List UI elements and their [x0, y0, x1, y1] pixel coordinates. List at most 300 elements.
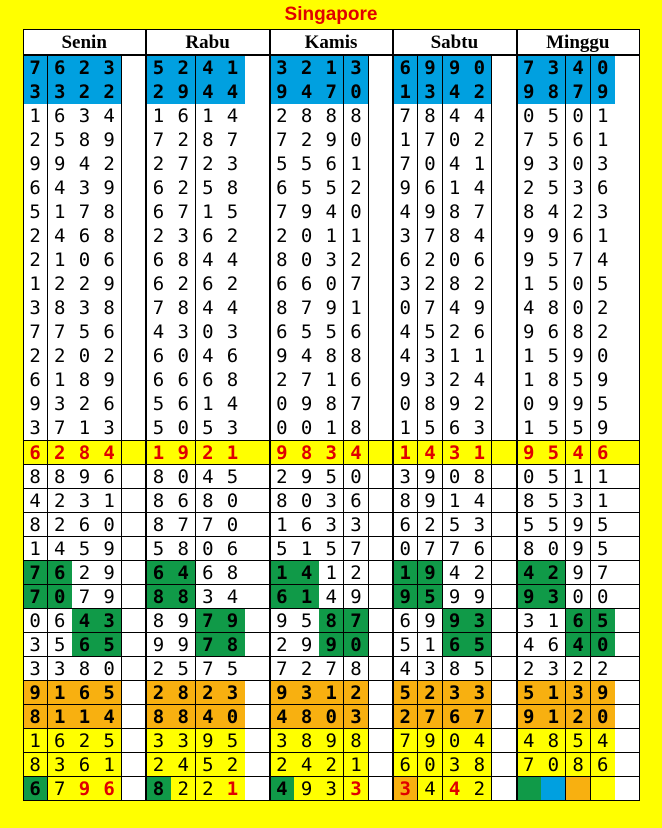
digit-cell: 8 — [541, 80, 566, 105]
digit-cell: 9 — [393, 368, 418, 393]
digit-cell: 2 — [517, 657, 542, 682]
digit-cell: 7 — [467, 705, 492, 730]
digit-cell: 7 — [146, 296, 171, 321]
digit-cell: 9 — [48, 152, 73, 177]
spacer-cell — [245, 609, 270, 634]
digit-cell: 0 — [517, 104, 542, 129]
spacer-cell — [369, 296, 394, 321]
digit-cell: 7 — [344, 537, 369, 562]
digit-cell: 2 — [418, 513, 443, 538]
digit-cell: 7 — [591, 561, 616, 586]
digit-cell: 8 — [541, 296, 566, 321]
digit-cell: 0 — [344, 200, 369, 225]
digit-cell: 2 — [270, 465, 295, 490]
digit-cell: 6 — [72, 681, 97, 706]
digit-cell: 4 — [467, 104, 492, 129]
digit-cell: 8 — [517, 200, 542, 225]
digit-cell: 5 — [146, 416, 171, 441]
digit-cell: 0 — [541, 753, 566, 778]
digit-cell: 1 — [294, 585, 319, 610]
spacer-cell — [615, 489, 640, 514]
digit-cell: 9 — [566, 561, 591, 586]
digit-cell: 6 — [48, 561, 73, 586]
spacer-cell — [245, 681, 270, 706]
digit-cell: 9 — [517, 152, 542, 177]
digit-cell: 2 — [467, 80, 492, 105]
digit-cell: 1 — [72, 416, 97, 441]
digit-cell: 0 — [294, 224, 319, 249]
digit-cell: 0 — [443, 248, 468, 273]
digit-cell: 2 — [23, 248, 48, 273]
digit-cell: 1 — [517, 416, 542, 441]
day-header-rabu: Rabu — [146, 29, 269, 56]
digit-cell: 9 — [443, 585, 468, 610]
digit-cell: 2 — [319, 753, 344, 778]
digit-cell: 8 — [146, 489, 171, 514]
digit-cell: 9 — [541, 224, 566, 249]
spacer-cell — [492, 224, 517, 249]
digit-cell: 3 — [319, 777, 344, 802]
digit-cell: 5 — [591, 272, 616, 297]
digit-cell: 2 — [146, 224, 171, 249]
digit-cell: 8 — [344, 729, 369, 754]
digit-cell: 8 — [171, 585, 196, 610]
digit-cell: 2 — [146, 152, 171, 177]
spacer-cell — [369, 80, 394, 105]
spacer-cell — [615, 513, 640, 538]
digit-cell: 2 — [146, 80, 171, 105]
digit-cell: 7 — [443, 537, 468, 562]
digit-cell: 8 — [443, 200, 468, 225]
digit-cell: 3 — [97, 416, 122, 441]
digit-cell: 4 — [171, 753, 196, 778]
spacer-cell — [492, 80, 517, 105]
digit-cell: 5 — [48, 128, 73, 153]
digit-cell: 6 — [393, 248, 418, 273]
digit-cell: 1 — [541, 705, 566, 730]
digit-cell: 1 — [393, 561, 418, 586]
digit-cell: 1 — [393, 80, 418, 105]
digit-cell: 4 — [443, 80, 468, 105]
digit-cell: 8 — [48, 296, 73, 321]
digit-cell: 6 — [270, 585, 295, 610]
digit-cell: 5 — [220, 657, 245, 682]
digit-cell: 4 — [48, 176, 73, 201]
digit-cell: 8 — [23, 705, 48, 730]
digit-cell: 2 — [72, 80, 97, 105]
spacer-cell — [122, 392, 147, 417]
digit-cell: 3 — [344, 56, 369, 81]
digit-cell: 4 — [294, 753, 319, 778]
spacer-cell — [245, 416, 270, 441]
spacer-cell — [492, 585, 517, 610]
digit-cell: 2 — [443, 368, 468, 393]
spacer-cell — [369, 200, 394, 225]
digit-cell: 2 — [48, 489, 73, 514]
digit-cell: 0 — [220, 705, 245, 730]
spacer-cell — [369, 513, 394, 538]
digit-cell: 7 — [344, 272, 369, 297]
digit-cell: 2 — [220, 753, 245, 778]
digit-cell: 8 — [319, 392, 344, 417]
digit-cell: 8 — [146, 585, 171, 610]
digit-cell: 8 — [443, 657, 468, 682]
digit-cell: 1 — [23, 272, 48, 297]
digit-cell: 3 — [467, 513, 492, 538]
spacer-cell — [245, 753, 270, 778]
digit-cell: 4 — [72, 152, 97, 177]
spacer-cell — [615, 368, 640, 393]
digit-cell: 0 — [418, 152, 443, 177]
digit-cell: 5 — [270, 152, 295, 177]
digit-cell: 4 — [270, 777, 295, 802]
digit-cell: 6 — [97, 392, 122, 417]
digit-cell: 2 — [146, 753, 171, 778]
digit-cell: 0 — [591, 344, 616, 369]
spacer-cell — [615, 729, 640, 754]
spacer-cell — [369, 56, 394, 81]
digit-cell: 5 — [566, 729, 591, 754]
digit-cell: 4 — [294, 344, 319, 369]
digit-cell: 6 — [146, 272, 171, 297]
digit-cell: 5 — [418, 585, 443, 610]
digit-cell: 7 — [319, 80, 344, 105]
digit-cell: 9 — [566, 392, 591, 417]
digit-cell: 1 — [393, 128, 418, 153]
digit-cell: 1 — [48, 705, 73, 730]
spacer-cell — [492, 128, 517, 153]
spacer-cell — [615, 657, 640, 682]
digit-cell: 2 — [418, 681, 443, 706]
digit-cell: 9 — [418, 561, 443, 586]
digit-cell: 9 — [270, 681, 295, 706]
digit-cell: 5 — [48, 633, 73, 658]
spacer-cell — [369, 489, 394, 514]
digit-cell: 9 — [566, 537, 591, 562]
digit-cell: 7 — [48, 777, 73, 802]
digit-cell: 1 — [319, 681, 344, 706]
group-divider — [516, 29, 518, 801]
digit-cell: 7 — [196, 657, 221, 682]
spacer-cell — [615, 80, 640, 105]
spacer-cell — [492, 441, 517, 466]
digit-cell: 5 — [591, 392, 616, 417]
digit-cell: 2 — [467, 128, 492, 153]
spacer-cell — [615, 320, 640, 345]
digit-cell: 2 — [72, 729, 97, 754]
digit-cell: 6 — [171, 392, 196, 417]
digit-cell: 9 — [97, 561, 122, 586]
digit-cell: 8 — [146, 513, 171, 538]
spacer-cell — [492, 729, 517, 754]
digit-cell: 9 — [97, 176, 122, 201]
digit-cell: 9 — [517, 320, 542, 345]
digit-cell: 8 — [146, 705, 171, 730]
digit-cell: 9 — [171, 80, 196, 105]
spacer-cell — [369, 681, 394, 706]
digit-cell: 4 — [443, 777, 468, 802]
digit-cell: 8 — [344, 657, 369, 682]
digit-cell: 9 — [270, 609, 295, 634]
digit-cell: 3 — [171, 224, 196, 249]
digit-cell: 6 — [467, 248, 492, 273]
spacer-cell — [245, 296, 270, 321]
digit-cell: 8 — [97, 224, 122, 249]
digit-cell: 3 — [467, 416, 492, 441]
digit-cell: 8 — [146, 465, 171, 490]
digit-cell: 8 — [23, 513, 48, 538]
digit-cell: 0 — [319, 272, 344, 297]
digit-cell: 1 — [196, 104, 221, 129]
digit-cell: 2 — [196, 777, 221, 802]
digit-cell: 1 — [319, 224, 344, 249]
digit-cell: 1 — [591, 489, 616, 514]
spacer-cell — [245, 657, 270, 682]
digit-cell: 5 — [294, 609, 319, 634]
spacer-cell — [492, 248, 517, 273]
spacer-cell — [122, 152, 147, 177]
digit-cell: 7 — [418, 705, 443, 730]
digit-cell: 3 — [517, 609, 542, 634]
digit-cell: 3 — [48, 392, 73, 417]
spacer-cell — [492, 320, 517, 345]
digit-cell: 2 — [196, 152, 221, 177]
digit-cell: 6 — [146, 248, 171, 273]
digit-cell: 4 — [344, 441, 369, 466]
digit-cell: 5 — [393, 633, 418, 658]
digit-cell: 3 — [220, 152, 245, 177]
digit-cell: 2 — [220, 272, 245, 297]
digit-cell: 3 — [23, 296, 48, 321]
spacer-cell — [245, 705, 270, 730]
digit-cell: 1 — [146, 441, 171, 466]
digit-cell: 9 — [319, 128, 344, 153]
digit-cell: 2 — [294, 128, 319, 153]
digit-cell: 5 — [566, 416, 591, 441]
digit-cell: 5 — [319, 320, 344, 345]
digit-cell: 7 — [23, 561, 48, 586]
digit-cell: 0 — [196, 320, 221, 345]
digit-cell: 0 — [541, 537, 566, 562]
digit-cell: 9 — [591, 368, 616, 393]
spacer-cell — [492, 609, 517, 634]
digit-cell: 2 — [344, 248, 369, 273]
digit-cell: 8 — [541, 729, 566, 754]
digit-cell: 3 — [393, 777, 418, 802]
digit-cell: 5 — [541, 128, 566, 153]
digit-cell: 9 — [319, 633, 344, 658]
spacer-cell — [122, 441, 147, 466]
digit-cell: 9 — [319, 729, 344, 754]
digit-cell: 8 — [294, 729, 319, 754]
digit-cell: 2 — [467, 392, 492, 417]
digit-cell: 9 — [97, 368, 122, 393]
digit-cell: 1 — [196, 392, 221, 417]
digit-cell: 6 — [393, 609, 418, 634]
digit-cell: 3 — [171, 729, 196, 754]
digit-cell: 2 — [72, 56, 97, 81]
digit-cell: 6 — [72, 224, 97, 249]
digit-cell: 5 — [196, 753, 221, 778]
spacer-cell — [369, 128, 394, 153]
digit-cell: 8 — [72, 368, 97, 393]
digit-cell: 2 — [97, 152, 122, 177]
spacer-cell — [492, 657, 517, 682]
spacer-cell — [492, 465, 517, 490]
digit-cell: 2 — [171, 128, 196, 153]
spacer-cell — [369, 320, 394, 345]
spacer-cell — [615, 200, 640, 225]
digit-cell: 4 — [294, 561, 319, 586]
spacer-cell — [245, 441, 270, 466]
digit-cell: 3 — [418, 80, 443, 105]
digit-cell: 4 — [220, 104, 245, 129]
digit-cell: 9 — [467, 585, 492, 610]
digit-cell: 6 — [23, 176, 48, 201]
spacer-cell — [369, 561, 394, 586]
digit-cell: 2 — [566, 705, 591, 730]
digit-cell: 0 — [443, 465, 468, 490]
digit-cell: 3 — [72, 104, 97, 129]
digit-cell: 5 — [541, 272, 566, 297]
digit-cell: 1 — [517, 344, 542, 369]
digit-cell: 1 — [23, 729, 48, 754]
digit-cell: 4 — [196, 248, 221, 273]
digit-cell: 0 — [344, 80, 369, 105]
digit-cell: 7 — [72, 585, 97, 610]
digit-cell: 3 — [220, 416, 245, 441]
spacer-cell — [492, 705, 517, 730]
spacer-cell — [245, 537, 270, 562]
spacer-cell — [492, 152, 517, 177]
digit-cell: 7 — [517, 56, 542, 81]
digit-cell: 3 — [443, 753, 468, 778]
digit-cell: 3 — [72, 296, 97, 321]
digit-cell: 7 — [294, 368, 319, 393]
digit-cell: 6 — [72, 513, 97, 538]
digit-cell: 0 — [566, 296, 591, 321]
digit-cell: 4 — [220, 585, 245, 610]
digit-cell: 4 — [591, 729, 616, 754]
digit-cell: 4 — [418, 441, 443, 466]
digit-cell: 6 — [196, 368, 221, 393]
digit-cell: 0 — [294, 248, 319, 273]
spacer-cell — [492, 176, 517, 201]
digit-cell: 6 — [591, 176, 616, 201]
digit-cell: 1 — [344, 753, 369, 778]
digit-cell: 3 — [97, 56, 122, 81]
digit-cell: 8 — [517, 537, 542, 562]
digit-cell: 3 — [467, 609, 492, 634]
digit-cell: 1 — [319, 56, 344, 81]
digit-cell: 6 — [146, 344, 171, 369]
digit-cell: 3 — [48, 753, 73, 778]
digit-cell: 0 — [270, 416, 295, 441]
digit-cell: 5 — [146, 56, 171, 81]
digit-cell: 5 — [97, 633, 122, 658]
spacer-cell — [369, 657, 394, 682]
digit-cell: 6 — [344, 489, 369, 514]
digit-cell: 6 — [319, 152, 344, 177]
digit-cell: 5 — [72, 320, 97, 345]
digit-cell: 8 — [72, 657, 97, 682]
digit-cell: 6 — [393, 753, 418, 778]
digit-cell: 3 — [23, 657, 48, 682]
digit-cell: 2 — [146, 657, 171, 682]
digit-cell: 6 — [146, 561, 171, 586]
digit-cell: 4 — [467, 489, 492, 514]
digit-cell: 0 — [270, 392, 295, 417]
digit-cell: 2 — [97, 80, 122, 105]
digit-cell: 3 — [270, 729, 295, 754]
digit-cell: 4 — [517, 729, 542, 754]
digit-cell: 5 — [171, 657, 196, 682]
spacer-cell — [492, 633, 517, 658]
digit-cell: 8 — [270, 248, 295, 273]
digit-cell: 0 — [171, 416, 196, 441]
spacer-cell — [369, 416, 394, 441]
digit-cell: 1 — [541, 609, 566, 634]
digit-cell: 8 — [48, 465, 73, 490]
digit-cell: 1 — [591, 224, 616, 249]
digit-cell: 2 — [270, 104, 295, 129]
digit-cell: 3 — [541, 657, 566, 682]
spacer-cell — [492, 416, 517, 441]
digit-cell: 8 — [220, 176, 245, 201]
digit-cell: 8 — [270, 296, 295, 321]
digit-cell: 6 — [196, 224, 221, 249]
digit-cell: 0 — [171, 344, 196, 369]
digit-cell: 9 — [294, 633, 319, 658]
digit-cell: 7 — [171, 152, 196, 177]
digit-cell: 2 — [418, 272, 443, 297]
spacer-cell — [492, 368, 517, 393]
digit-cell: 8 — [418, 104, 443, 129]
digit-cell: 6 — [541, 633, 566, 658]
digit-cell: 5 — [467, 633, 492, 658]
digit-cell: 4 — [443, 296, 468, 321]
digit-cell: 0 — [443, 128, 468, 153]
digit-cell: 6 — [294, 272, 319, 297]
digit-cell: 2 — [72, 272, 97, 297]
spacer-cell — [245, 104, 270, 129]
digit-cell: 3 — [146, 729, 171, 754]
digit-cell: 0 — [344, 465, 369, 490]
spacer-cell — [369, 537, 394, 562]
digit-cell: 4 — [467, 224, 492, 249]
digit-cell: 4 — [146, 320, 171, 345]
digit-cell: 6 — [270, 176, 295, 201]
spacer-cell — [492, 296, 517, 321]
digit-cell: 6 — [48, 609, 73, 634]
digit-cell: 9 — [517, 705, 542, 730]
digit-cell: 9 — [23, 392, 48, 417]
digit-cell: 9 — [319, 296, 344, 321]
digit-cell: 8 — [171, 537, 196, 562]
spacer-cell — [615, 104, 640, 129]
digit-cell: 4 — [517, 633, 542, 658]
digit-cell: 9 — [467, 296, 492, 321]
digit-cell: 7 — [196, 609, 221, 634]
spacer-cell — [615, 416, 640, 441]
spacer-cell — [492, 200, 517, 225]
digit-cell: 6 — [393, 513, 418, 538]
spacer-cell — [492, 753, 517, 778]
digit-cell: 7 — [418, 296, 443, 321]
digit-cell: 7 — [270, 128, 295, 153]
digit-cell: 6 — [220, 344, 245, 369]
spacer-cell — [369, 344, 394, 369]
